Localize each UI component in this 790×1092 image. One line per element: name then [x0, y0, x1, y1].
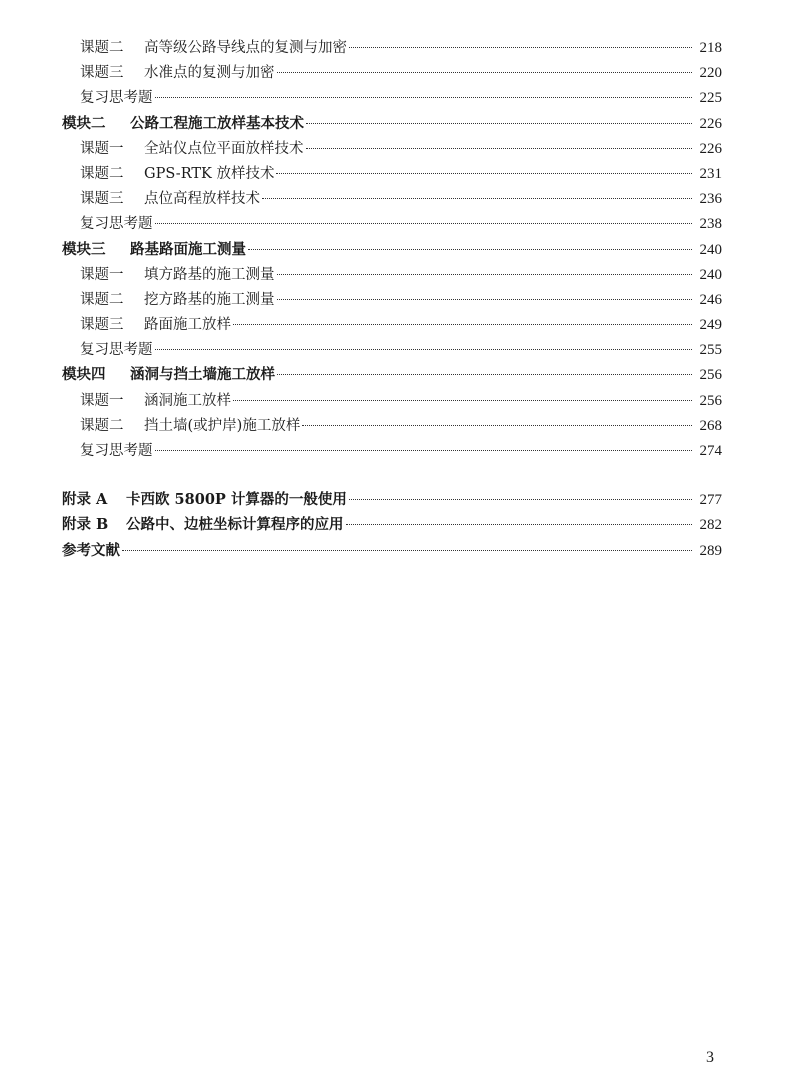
entry-page-number: 249 [699, 317, 722, 334]
dot-leader [248, 248, 692, 250]
entry-title: 卡西欧 5800P 计算器的一般使用 [126, 491, 347, 509]
toc-entry[interactable] [62, 162, 722, 187]
toc-entry[interactable] [62, 61, 722, 86]
dot-leader [155, 348, 693, 350]
page-number: 3 [706, 1049, 714, 1066]
dot-leader [276, 172, 692, 174]
entry-code: 课题三 [80, 65, 124, 82]
entry-title: 复习思考题 [80, 342, 153, 359]
entry-title: 复习思考题 [80, 90, 153, 107]
entry-page-number: 256 [699, 392, 722, 409]
toc-entry[interactable] [62, 187, 722, 212]
dot-leader [233, 323, 692, 325]
entry-title: 点位高程放样技术 [144, 191, 260, 208]
entry-code: 模块四 [62, 366, 106, 384]
entry-page-number: 226 [699, 140, 722, 157]
dot-leader [277, 298, 693, 300]
entry-code: 模块三 [62, 240, 106, 258]
toc-entry[interactable] [62, 389, 722, 414]
entry-title: 全站仪点位平面放样技术 [144, 140, 304, 157]
entry-code: 课题二 [80, 291, 124, 308]
toc-entry[interactable] [62, 86, 722, 111]
entry-title: 填方路基的施工测量 [144, 266, 275, 283]
toc-entry[interactable] [62, 263, 722, 288]
toc-entry[interactable] [62, 363, 722, 388]
dot-leader [349, 46, 692, 48]
entry-page-number: 255 [699, 342, 722, 359]
toc-entry[interactable] [62, 313, 722, 338]
entry-code: 附录 B [62, 516, 109, 534]
toc-entry[interactable] [62, 238, 722, 263]
entry-title: 涵洞与挡土墙施工放样 [130, 366, 275, 384]
entry-code: 课题三 [80, 317, 124, 334]
entry-page-number: 246 [699, 291, 722, 308]
section-gap [62, 464, 722, 488]
dot-leader [349, 498, 692, 500]
dot-leader [277, 71, 693, 73]
entry-code: 课题一 [80, 266, 124, 283]
entry-code: 课题二 [80, 40, 124, 56]
table-of-contents [62, 36, 722, 564]
toc-entry[interactable] [62, 137, 722, 162]
entry-page-number: 289 [699, 542, 722, 559]
toc-entry[interactable] [62, 338, 722, 363]
entry-title: 公路中、边桩坐标计算程序的应用 [126, 516, 344, 534]
dot-leader [277, 373, 692, 375]
toc-entry[interactable] [62, 513, 722, 538]
entry-page-number: 236 [699, 191, 722, 208]
entry-page-number: 231 [699, 165, 722, 182]
dot-leader [155, 449, 693, 451]
entry-title: GPS-RTK 放样技术 [144, 165, 275, 182]
entry-title: 参考文献 [62, 541, 120, 559]
entry-page-number: 238 [699, 216, 722, 233]
entry-title: 涵洞施工放样 [144, 392, 231, 409]
entry-title: 水准点的复测与加密 [144, 65, 275, 82]
dot-leader [233, 399, 692, 401]
dot-leader [306, 147, 693, 149]
entry-code: 课题一 [80, 140, 124, 157]
entry-title: 复习思考题 [80, 443, 153, 459]
dot-leader [277, 273, 693, 275]
entry-page-number: 218 [699, 40, 722, 56]
dot-leader [155, 96, 693, 98]
dot-leader [306, 122, 692, 124]
dot-leader [262, 197, 692, 199]
entry-page-number: 226 [699, 115, 722, 132]
entry-code: 课题三 [80, 191, 124, 208]
entry-title: 路基路面施工测量 [130, 240, 246, 258]
toc-entry[interactable] [62, 36, 722, 61]
entry-code: 附录 A [62, 491, 108, 509]
toc-appendices [62, 488, 722, 564]
toc-entry[interactable] [62, 414, 722, 439]
toc-entry[interactable] [62, 112, 722, 137]
entry-page-number: 240 [699, 241, 722, 258]
entry-code: 模块二 [62, 114, 106, 132]
entry-title: 挖方路基的施工测量 [144, 291, 275, 308]
entry-page-number: 282 [699, 517, 722, 534]
entry-title: 高等级公路导线点的复测与加密 [144, 40, 347, 56]
dot-leader [302, 424, 692, 426]
dot-leader [346, 523, 693, 525]
entry-code: 课题一 [80, 392, 124, 409]
toc-sections [62, 36, 722, 464]
entry-page-number: 225 [699, 90, 722, 107]
dot-leader [155, 222, 693, 224]
entry-page-number: 256 [699, 367, 722, 384]
toc-entry[interactable] [62, 288, 722, 313]
entry-title: 路面施工放样 [144, 317, 231, 334]
toc-entry[interactable] [62, 539, 722, 564]
entry-title: 挡土墙(或护岸)施工放样 [144, 417, 301, 434]
entry-title: 复习思考题 [80, 216, 153, 233]
entry-title: 公路工程施工放样基本技术 [130, 114, 304, 132]
entry-code: 课题二 [80, 417, 124, 434]
entry-page-number: 274 [699, 443, 722, 459]
entry-code: 课题二 [80, 165, 124, 182]
toc-entry[interactable] [62, 439, 722, 464]
entry-page-number: 277 [699, 492, 722, 509]
entry-page-number: 220 [699, 65, 722, 82]
entry-page-number: 240 [699, 266, 722, 283]
dot-leader [122, 549, 692, 551]
toc-entry[interactable] [62, 212, 722, 237]
entry-page-number: 268 [699, 417, 722, 434]
toc-entry[interactable] [62, 488, 722, 513]
